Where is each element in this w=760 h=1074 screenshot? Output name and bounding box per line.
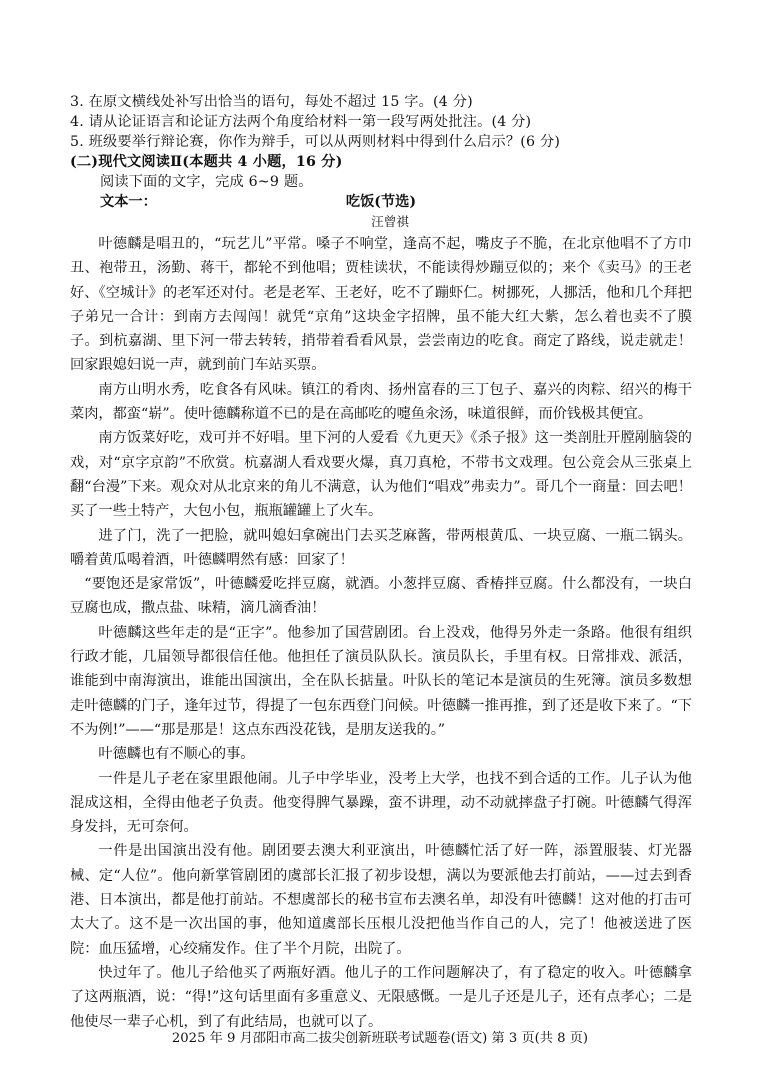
paragraph: 一件是儿子老在家里跟他闹。儿子中学毕业，没考上大学，也找不到合适的工作。儿子认为他混成这相，全得由他老子负责。他变得脾气暴躁，蛮不讲理，动不动就摔盘子打碗。叶德麟气得浑身发抖，无可奈何。 — [70, 770, 692, 836]
paragraph: 南方山明水秀，吃食各有风味。镇江的肴肉、扬州富春的三丁包子、嘉兴的肉粽、绍兴的梅干菜肉，都蛮“崭”。使叶德麟称道不已的是在高邮吃的嚏鱼汆汤，味道很鲜，而价钱极其便宜。 — [70, 381, 692, 423]
question-3: 3. 在原文横线处补写出恰当的语句，每处不超过 15 字。(4 分) — [70, 94, 473, 110]
paragraph: 叶德麟是唱丑的，“玩艺儿”平常。嗓子不响堂，逢高不起，嘴皮子不脆，在北京他唱不了方巾丑、袍带丑，汤勤、蒋干，都轮不到他唱；贾桂读状，不能读得炒蹦豆似的；来个《卖马》的王老好、《空城计》的老军还对付。老是老军、王老好，吃不了蹦虾仁。树挪死，人挪活，他和几个拜把子弟兄一合计：到南方去闯闯！就凭“京角”这块金字招牌，虽不能大红大紫，怎么着也卖不了膜子。到杭嘉湖、里下河一带去转转，捎带着看看风景，尝尝南边的吃食。商定了路线，说走就走！回家跟媳妇说一声，就到前门车站买票。 — [70, 236, 692, 374]
reading-instruction: 阅读下面的文字，完成 6~9 题。 — [100, 174, 313, 190]
paragraph: 叶德麟这些年走的是“正字”。他参加了国营剧团。台上没戏，他得另外走一条路。他很有组织行政才能，几届领导都很信任他。他担任了演员队队长。演员队长，手里有权。日常排戏、派活，谁能到中南海演出，谁能出国演出，全在队长掂量。叶队长的笔记本是演员的生死簿。演员多数想走叶德麟的门子，逢年过节，得提了一包东西登门问候。叶德麟一推再推，到了还是收下来了。“下不为例!”——“那是那是！这点东西没花钱，是朋友送我的。” — [70, 624, 692, 738]
question-5: 5. 班级要举行辩论赛，你作为辩手，可以从两则材料中得到什么启示？(6 分) — [70, 134, 561, 150]
paragraph: 快过年了。他儿子给他买了两瓶好酒。他儿子的工作问题解决了，有了稳定的收入。叶德麟拿了这两瓶酒，说：“得!”这句话里面有多重意义、无限感慨。一是儿子还是儿子，还有点孝心；二是他使尽一辈子心机，到了有此结局，也就可以了。 — [70, 964, 692, 1030]
passage-title: 吃饭(节选) — [345, 194, 417, 210]
paragraph: 进了门，洗了一把脸，就叫媳妇拿碗出门去买芝麻酱，带两根黄瓜、一块豆腐、一瓶二锅头。嚼着黄瓜喝着酒，叶德麟喟然有感：回家了！ — [70, 527, 692, 568]
passage-author: 汪曾祺 — [371, 214, 409, 229]
text-title-row — [70, 192, 692, 212]
paragraph: “要饱还是家常饭”，叶德麟爱吃拌豆腐，就酒。小葱拌豆腐、香椿拌豆腐。什么都没有，一块白豆腐也成，撒点盐、味精，滴几滴香油！ — [70, 576, 692, 617]
page-footer: 2025 年 9 月邵阳市高二拔尖创新班联考试题卷(语文) 第 3 页(共 8 页) — [171, 1031, 589, 1046]
question-4: 4. 请从论证语言和论证方法两个角度给材料一第一段写两处批注。(4 分) — [70, 114, 532, 130]
section-heading: (二)现代文阅读Ⅱ(本题共 4 小题，16 分) — [70, 154, 343, 170]
paragraph: 叶德麟也有不顺心的事。 — [98, 746, 255, 763]
page-content — [70, 92, 692, 1034]
paragraph: 一件是出国演出没有他。剧团要去澳大利亚演出，叶德麟忙活了好一阵，添置服装、灯光器械、定“人位”。他向新掌管剧团的虞部长汇报了初步设想，满以为要派他去打前站，——过去到香港、日本演出，都是他打前站。不想虞部长的秘书宣布去澳名单，却没有叶德麟！这对他的打击可太大了。这不是一次出国的事，他知道虞部长压根儿没把他当作自己的人，完了！他被送进了医院：血压猛增，心绞痛发作。住了半个月院，出院了。 — [70, 843, 692, 957]
text-label: 文本一： — [100, 194, 157, 210]
paragraph: 南方饭菜好吃，戏可并不好唱。里下河的人爱看《九更天》《杀子报》这一类剖肚开膛剐脑袋的戏，对“京字京韵”不欣赏。杭嘉湖人看戏要火爆，真刀真枪，不带书文戏理。包公竞会从三张桌上翻“台漫”下来。观众对从北京来的角儿不满意，认为他们“唱戏”弗卖力”。哥几个一商量：回去吧！买了一些土特产，大包小包，瓶瓶罐罐上了火车。 — [70, 430, 692, 520]
